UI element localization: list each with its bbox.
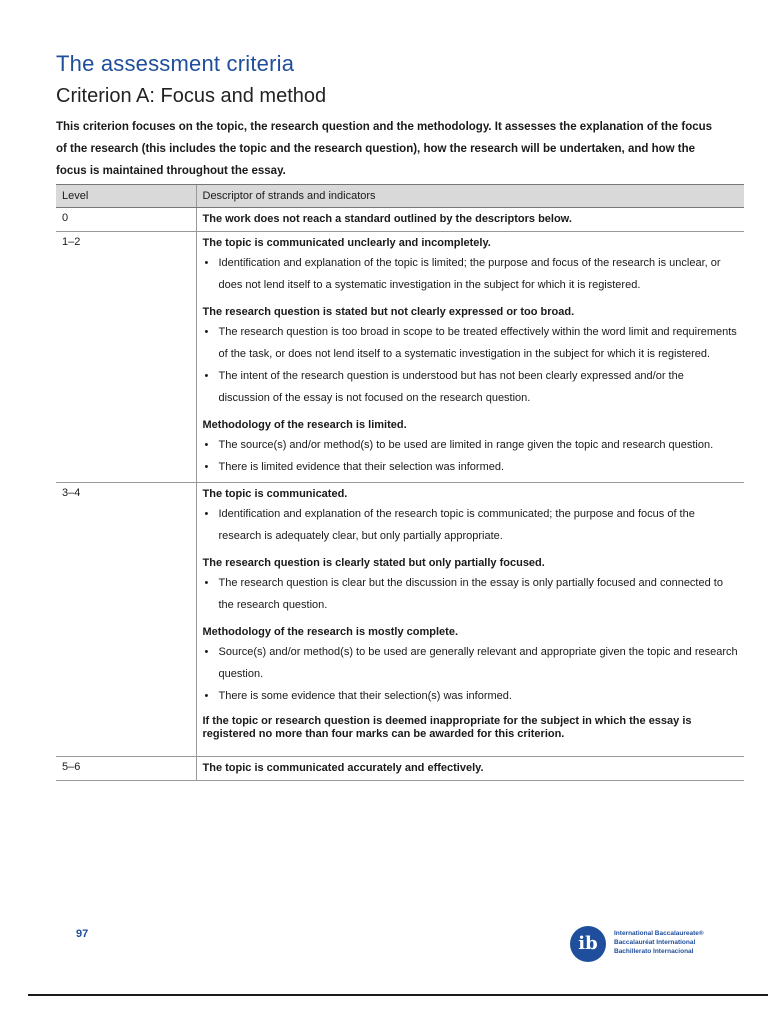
strand-heading: Methodology of the research is mostly complete. [202,626,458,638]
bottom-divider [28,994,768,996]
ib-logo-line: International Baccalaureate® [614,930,704,937]
descriptor-cell [196,483,744,757]
level-cell: 1–2 [56,232,196,483]
strand-heading: The topic is communicated. [202,488,348,500]
indicator-item: • The research question is too broad in scope to be treated effectively within the word limit and requirements of the task, or does not lend itself to a systematic investigation in the subject for which it is registered. [217,321,739,365]
criterion-intro: This criterion focuses on the topic, the research question and the methodology. It assesses the explanation of the focus of the research (this includes the topic and the research question), how the research will be undertaken, and how the focus is maintained throughout the essay. [56,120,713,177]
indicator-list [203,321,739,409]
indicator-item: • The intent of the research question is understood but has not been clearly expressed and/or the discussion of the essay is not focused on the research question. [217,365,739,409]
strand-heading: The topic is communicated accurately and effectively. [202,762,484,774]
criterion-title: Criterion A: Focus and method [56,84,327,107]
indicator-item: • Source(s) and/or method(s) to be used are generally relevant and appropriate given the topic and research question. [217,641,739,685]
indicator-list [203,641,739,707]
indicator-list [203,434,739,478]
page-title: The assessment criteria [56,50,295,76]
table-row [56,483,744,757]
descriptor-cell [196,232,744,483]
strand-heading: The research question is clearly stated but only partially focused. [202,557,545,569]
indicator-item: • The source(s) and/or method(s) to be used are limited in range given the topic and research question. [217,434,739,456]
descriptor-cell [196,208,744,232]
indicator-item: • There is limited evidence that their selection was informed. [217,456,739,478]
descriptor-column-header: Descriptor of strands and indicators [196,185,744,208]
level-column-header: Level [56,185,196,208]
indicator-item: • Identification and explanation of the topic is limited; the purpose and focus of the research is unclear, or does not lend itself to a systematic investigation in the subject for which it is registered. [217,252,739,296]
ib-logo-line: Baccalauréat International [614,939,696,946]
indicator-item: • There is some evidence that their selection(s) was informed. [217,685,739,707]
table-row [56,208,744,232]
level-cell: 3–4 [56,483,196,757]
indicator-item: • Identification and explanation of the research topic is communicated; the purpose and focus of the research is adequately clear, but only partially appropriate. [217,503,739,547]
ib-logo [570,924,740,964]
strand-heading: The work does not reach a standard outlined by the descriptors below. [202,213,572,225]
indicator-list [203,503,739,547]
indicator-item: • The research question is clear but the discussion in the essay is only partially focused and connected to the research question. [217,572,739,616]
indicator-list [203,252,739,296]
ib-logo-text [614,929,704,956]
ib-logo-icon: ib [570,926,606,962]
level-cell: 5–6 [56,757,196,781]
strand-heading: The topic is communicated unclearly and incompletely. [202,237,491,249]
table-row [56,232,744,483]
ib-logo-line: Bachillerato Internacional [614,948,694,955]
level-cell: 0 [56,208,196,232]
restriction-note: If the topic or research question is deemed inappropriate for the subject in which the essay is registered no more than four marks can be awarded for this criterion. [202,715,692,740]
table-row [56,757,744,781]
page-number: 97 [76,928,89,940]
criteria-table [56,184,744,781]
indicator-list [203,572,739,616]
table-header-row [56,185,744,208]
criteria-table-body [56,208,744,781]
descriptor-cell [196,757,744,781]
strand-heading: Methodology of the research is limited. [202,419,407,431]
strand-heading: The research question is stated but not clearly expressed or too broad. [202,306,575,318]
